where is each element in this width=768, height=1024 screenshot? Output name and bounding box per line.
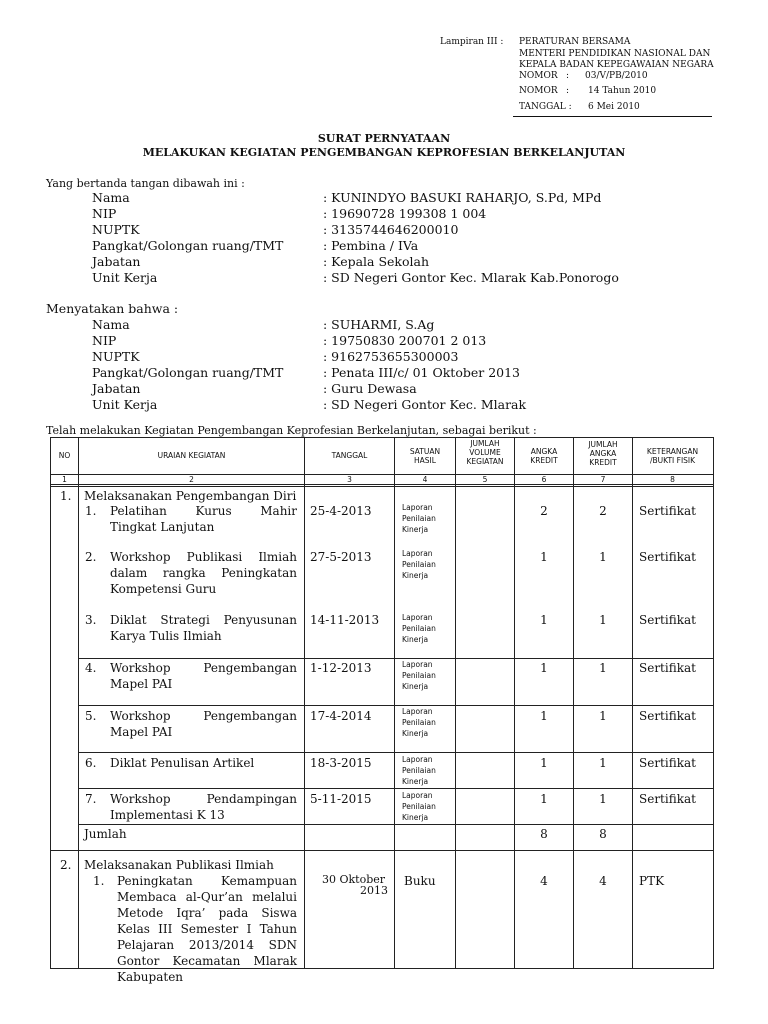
item-satuan: Laporan Penilaian Kinerja	[402, 755, 436, 786]
jumlah-label: Jumlah	[84, 827, 127, 841]
title-line-2: MELAKUKAN KEGIATAN PENGEMBANGAN KEPROFESIAN BERKELANJUTAN	[142, 146, 626, 159]
col-divider	[78, 437, 79, 968]
col-number: 5	[482, 475, 488, 484]
signer-value: : Pembina / IVa	[323, 238, 419, 253]
item-text: Pelatihan Kurus Mahir Tingkat Lanjutan	[110, 504, 297, 534]
header-satuan: SATUAN HASIL	[409, 447, 441, 465]
item-angka-kredit: 1	[540, 756, 548, 770]
col-number: 3	[347, 475, 352, 484]
item-text: Workshop Pengembangan Mapel PAI	[110, 709, 297, 739]
item-jumlah-kredit: 1	[599, 613, 607, 627]
item-date: 17-4-2014	[310, 709, 372, 723]
signer-label: NIP	[92, 206, 117, 221]
item-angka-kredit: 1	[540, 613, 548, 627]
subject-label: Unit Kerja	[92, 397, 158, 412]
item-angka-kredit: 4	[540, 874, 548, 888]
item-text: Workshop Publikasi Ilmiah dalam rangka Peningkatan Kompetensi Guru	[110, 550, 297, 596]
item-text: Workshop Pengembangan Mapel PAI	[110, 661, 297, 691]
header-jumlah-angka: JUMLAH ANGKA KREDIT	[588, 440, 618, 467]
section-title: Melaksanakan Publikasi Ilmiah	[84, 858, 274, 872]
item-satuan: Laporan Penilaian Kinerja	[402, 707, 436, 738]
header-uraian: URAIAN KEGIATAN	[157, 451, 226, 460]
peraturan-line-3: KEPALA BADAN KEPEGAWAIAN NEGARA	[519, 60, 714, 70]
subject-value: : 9162753655300003	[323, 349, 459, 364]
subject-label: Nama	[92, 317, 130, 332]
signer-value: : Kepala Sekolah	[323, 254, 430, 269]
nomor1-label: NOMOR	[519, 71, 558, 81]
col-number: 6	[541, 475, 547, 484]
header-no: NO	[58, 451, 71, 460]
col-number: 1	[62, 475, 67, 484]
signer-label: Jabatan	[92, 254, 141, 269]
item-text: Workshop Pendampingan Implementasi K 13	[110, 792, 297, 822]
subject-label: NUPTK	[92, 349, 140, 364]
subject-intro: Menyatakan bahwa :	[46, 301, 179, 316]
col-divider	[304, 437, 305, 968]
row-divider	[50, 484, 713, 485]
col-number: 4	[422, 475, 428, 484]
signer-intro: Yang bertanda tangan dibawah ini :	[46, 177, 245, 190]
item-number: 4.	[85, 661, 97, 675]
nomor1-colon: :	[566, 71, 570, 81]
item-jumlah-kredit: 1	[599, 756, 607, 770]
subject-value: : SD Negeri Gontor Kec. Mlarak	[323, 397, 527, 412]
item-angka-kredit: 1	[540, 550, 548, 564]
item-keterangan: Sertifikat	[639, 504, 696, 518]
item-text: Diklat Strategi Penyusunan Karya Tulis Ilmiah	[110, 613, 297, 643]
section-no: 2.	[60, 858, 72, 872]
col-divider	[455, 437, 456, 968]
row-divider	[78, 788, 713, 789]
item-jumlah-kredit: 1	[599, 792, 607, 806]
item-number: 5.	[85, 709, 97, 723]
item-date: 27-5-2013	[310, 550, 372, 564]
item-angka-kredit: 2	[540, 504, 548, 518]
item-number: 6.	[85, 756, 97, 770]
item-satuan: Buku	[404, 874, 436, 888]
row-divider	[50, 486, 713, 487]
item-date: 1-12-2013	[310, 661, 372, 675]
section-no: 1.	[60, 489, 72, 503]
item-satuan: Laporan Penilaian Kinerja	[402, 549, 436, 580]
row-divider	[50, 850, 713, 851]
row-divider	[78, 658, 713, 659]
item-date: 25-4-2013	[310, 504, 372, 518]
peraturan-line-2: MENTERI PENDIDIKAN NASIONAL DAN	[519, 49, 711, 59]
section-title: Melaksanakan Pengembangan Diri	[84, 489, 297, 503]
item-keterangan: Sertifikat	[639, 792, 696, 806]
item-number: 3.	[85, 613, 97, 627]
lampiran-label: Lampiran III :	[440, 37, 504, 47]
item-keterangan: PTK	[639, 874, 665, 888]
item-keterangan: Sertifikat	[639, 550, 696, 564]
item-angka-kredit: 1	[540, 709, 548, 723]
item-keterangan: Sertifikat	[639, 709, 696, 723]
item-date: 14-11-2013	[310, 613, 380, 627]
nomor2-value: 14 Tahun 2010	[588, 86, 657, 96]
item-number: 1.	[85, 504, 97, 518]
signer-label: Pangkat/Golongan ruang/TMT	[92, 238, 284, 253]
item-date-line-2: 2013	[360, 884, 388, 897]
subject-label: Jabatan	[92, 381, 141, 396]
nomor2-colon: :	[566, 86, 570, 96]
item-date: 18-3-2015	[310, 756, 372, 770]
signer-value: : 19690728 199308 1 004	[323, 206, 487, 221]
item-jumlah-kredit: 1	[599, 550, 607, 564]
signer-value: : KUNINDYO BASUKI RAHARJO, S.Pd, MPd	[323, 190, 602, 205]
col-number: 2	[189, 475, 194, 484]
nomor2-label: NOMOR	[519, 86, 558, 96]
peraturan-line-1: PERATURAN BERSAMA	[519, 37, 631, 47]
table-intro: Telah melakukan Kegiatan Pengembangan Keprofesian Berkelanjutan, sebagai berikut :	[46, 424, 537, 437]
item-jumlah-kredit: 2	[599, 504, 607, 518]
item-text: Peningkatan Kemampuan Membaca al-Qur’an melalui Metode Iqra’ pada Siswa Kelas III Semester I Tahun Pelajaran 2013/2014 SDN Gontor Kecamatan Mlarak Kabupaten	[117, 874, 297, 984]
tanggal-value: 6 Mei 2010	[588, 102, 640, 112]
nomor1-value: 03/V/PB/2010	[585, 71, 648, 81]
col-divider	[394, 437, 395, 968]
item-jumlah-kredit: 4	[599, 874, 607, 888]
item-angka-kredit: 1	[540, 661, 548, 675]
subject-value: : 19750830 200701 2 013	[323, 333, 487, 348]
row-divider	[78, 824, 713, 825]
col-number: 7	[600, 475, 606, 484]
col-divider	[632, 437, 633, 968]
subject-label: Pangkat/Golongan ruang/TMT	[92, 365, 284, 380]
header-volume: JUMLAH VOLUME KEGIATAN	[466, 439, 504, 466]
col-number: 8	[670, 475, 675, 484]
item-number: 1.	[93, 874, 105, 888]
item-number: 7.	[85, 792, 97, 806]
header-angka-kredit: ANGKA KREDIT	[530, 447, 558, 465]
item-jumlah-kredit: 1	[599, 661, 607, 675]
header-tanggal: TANGGAL	[331, 451, 368, 460]
subject-value: : Guru Dewasa	[323, 381, 417, 396]
signer-label: NUPTK	[92, 222, 140, 237]
row-divider	[78, 705, 713, 706]
item-satuan: Laporan Penilaian Kinerja	[402, 791, 436, 822]
jumlah-angka-kredit: 8	[540, 827, 548, 841]
subject-value: : SUHARMI, S.Ag	[323, 317, 435, 332]
item-date-line-1: 30 Oktober	[322, 873, 386, 886]
header-keterangan: KETERANGAN /BUKTI FISIK	[646, 447, 699, 465]
signer-value: : 3135744646200010	[323, 222, 459, 237]
tanggal-label: TANGGAL :	[519, 102, 572, 112]
item-angka-kredit: 1	[540, 792, 548, 806]
item-jumlah-kredit: 1	[599, 709, 607, 723]
subject-label: NIP	[92, 333, 117, 348]
item-satuan: Laporan Penilaian Kinerja	[402, 660, 436, 691]
item-number: 2.	[85, 550, 97, 564]
signer-label: Nama	[92, 190, 130, 205]
item-satuan: Laporan Penilaian Kinerja	[402, 613, 436, 644]
row-divider	[78, 752, 713, 753]
item-date: 5-11-2015	[310, 792, 372, 806]
item-text: Diklat Penulisan Artikel	[110, 756, 255, 770]
signer-value: : SD Negeri Gontor Kec. Mlarak Kab.Ponorogo	[323, 270, 619, 285]
jumlah-total-kredit: 8	[599, 827, 607, 841]
item-keterangan: Sertifikat	[639, 756, 696, 770]
item-satuan: Laporan Penilaian Kinerja	[402, 503, 436, 534]
header-rule	[513, 116, 712, 117]
item-keterangan: Sertifikat	[639, 661, 696, 675]
title-line-1: SURAT PERNYATAAN	[317, 132, 451, 145]
item-keterangan: Sertifikat	[639, 613, 696, 627]
subject-value: : Penata III/c/ 01 Oktober 2013	[323, 365, 521, 380]
signer-label: Unit Kerja	[92, 270, 158, 285]
